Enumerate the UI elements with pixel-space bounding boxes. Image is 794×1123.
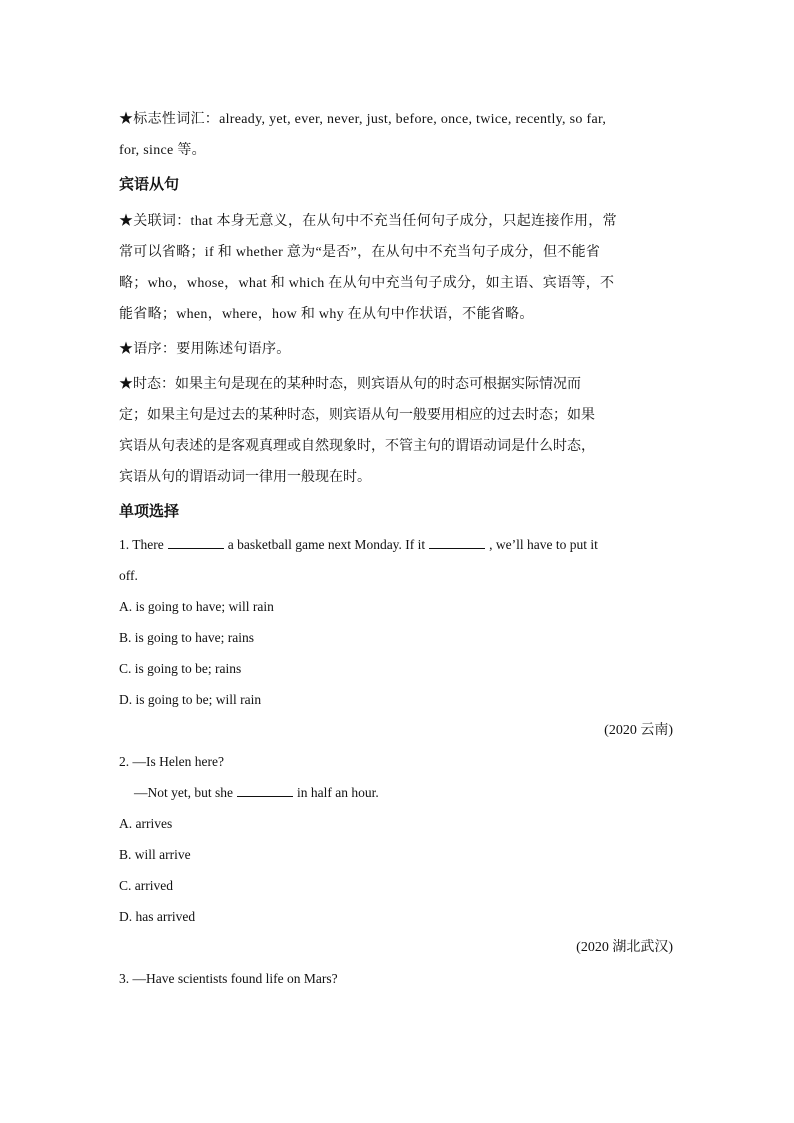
option-b: B. is going to have; rains	[119, 630, 254, 645]
object-clause-heading: 宾语从句	[119, 177, 180, 193]
keywords-paragraph	[119, 104, 679, 166]
option-c: C. is going to be; rains	[119, 661, 242, 676]
question-stem-continued: off.	[119, 568, 138, 583]
keywords-line: ★标志性词汇：already, yet, ever, never, just, before, once, twice, recently, so far,	[119, 112, 607, 127]
option-a: A. is going to have; will rain	[119, 599, 274, 614]
document-page	[119, 104, 679, 994]
conjunction-line: 常可以省略；if 和 whether 意为“是否”，在从句中不充当句子成分，但不能省	[119, 245, 601, 260]
tense-line: 宾语从句的谓语动词一律用一般现在时。	[119, 470, 371, 485]
option-d: D. is going to be; will rain	[119, 692, 262, 707]
word-order-paragraph	[119, 334, 679, 365]
conjunction-line: 略；who，whose，what 和 which 在从句中充当句子成分，如主语、宾语等，不	[119, 276, 615, 291]
conjunction-line: 能省略；when，where，how 和 why 在从句中作状语，不能省略。	[119, 307, 534, 322]
word-order-line: ★语序：要用陈述句语序。	[119, 342, 291, 357]
question-text: a basketball game next Monday. If it	[227, 537, 426, 552]
question-stem	[119, 529, 679, 560]
question-3	[119, 963, 679, 994]
question-text: , we’ll have to put it	[489, 537, 598, 552]
option-b: B. will arrive	[119, 847, 191, 862]
question-text: 1. There	[119, 537, 164, 552]
question-stem: 2. —Is Helen here?	[119, 754, 224, 769]
multiple-choice-heading: 单项选择	[119, 504, 180, 520]
question-text: —Not yet, but she	[134, 785, 233, 800]
answer-blank	[429, 537, 485, 549]
question-text: in half an hour.	[297, 785, 379, 800]
question-source: (2020 湖北武汉)	[576, 940, 673, 955]
tense-paragraph	[119, 369, 679, 493]
question-source: (2020 云南)	[604, 723, 673, 738]
keywords-line: for, since 等。	[119, 143, 206, 158]
conjunction-paragraph	[119, 206, 679, 330]
question-1	[119, 529, 679, 746]
answer-blank	[168, 537, 224, 549]
question-2	[119, 746, 679, 963]
option-d: D. has arrived	[119, 909, 196, 924]
option-a: A. arrives	[119, 816, 173, 831]
answer-blank	[237, 785, 293, 797]
question-reply	[119, 777, 679, 808]
tense-line: 宾语从句表述的是客观真理或自然现象时，不管主句的谓语动词是什么时态，	[119, 439, 595, 454]
question-stem: 3. —Have scientists found life on Mars?	[119, 971, 338, 986]
conjunction-line: ★关联词：that 本身无意义，在从句中不充当任何句子成分，只起连接作用，常	[119, 214, 617, 229]
tense-line: 定；如果主句是过去的某种时态，则宾语从句一般要用相应的过去时态；如果	[119, 408, 595, 423]
tense-line: ★时态：如果主句是现在的某种时态，则宾语从句的时态可根据实际情况而	[119, 377, 581, 392]
option-c: C. arrived	[119, 878, 173, 893]
